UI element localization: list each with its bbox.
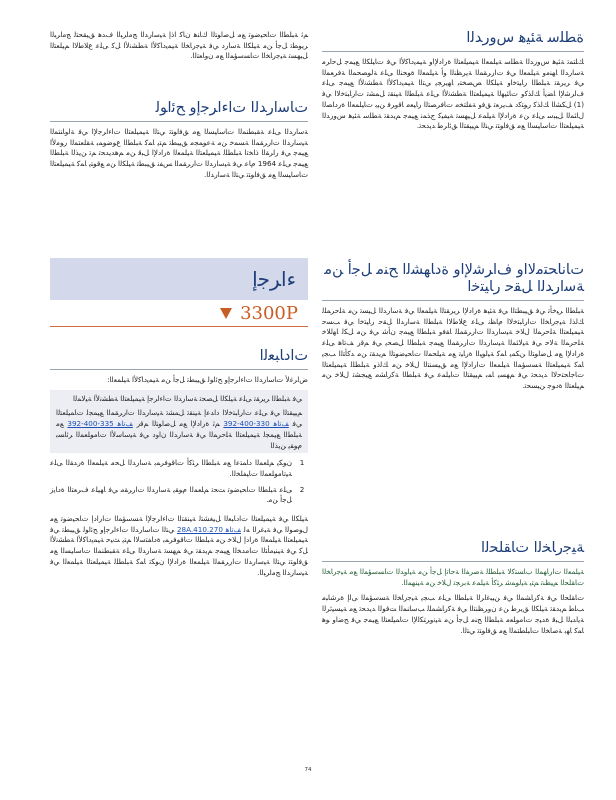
shaded-text: ﻊﻣ ﺔﺒﻠﻄﻟﺍ ﻊﻴﻤﺠﻟ ﺔﻴﻤﻴﻠﻌﺘﻟﺍ ﺔﻠﺣﺮﻤﻟﺍ ﻲﻓ ﺔﺳﺍﺭﺪﻟﺍ ﻥﺍﻭﺩ ﻲﻓ ﺔﻴﺳﺎﺳﻷﺍ ﺕﺎﻣﻮﻠﻌﻤﻟﺍ ﺮﺋﺎﺴﺑ ﻡﻮﻘﻳ ﻦﻳﺬﻟﺍ xyxy=(56,419,302,450)
shaded-paragraph xyxy=(56,408,302,451)
section-regulations xyxy=(50,100,308,181)
section-paragraph: ﺔﺳﺍﺭﺪﻟﺍ ﻰﻠﻋ ﺔﻘﺒﻄﻨﻤﻟﺍ ﺕﺎﺳﺎﻴﺴﻟﺍ ﻊﻣ ﻖﻓﺍﻮﺘﺗ ﻲﺘﻟﺍ ﺔﻴﻤﻴﻠﻌﺘﻟﺍ ﺕﺍﺀﺍﺮﺟﻹﺍ ﻲﻓ ﺔﻟﻭﺎﻨﺘﻤﻟﺍ ﺔﻴﺳﺍﺭﺪﻟﺍ ﺕﺍﺭﺮﻘﻤﻟﺍ ﺔﺴﻤﺧ ﻦﻣ ﺔﻋﻮﻤﺠﻣ ﻖﻴﺒﻄﺗ ﻢﺘﻳ ﺎﻤﻛ ﺔﺒﻠﻄﻟﺍ ﻉﻮﺿﻮﻤﺑ ﺔﻘﻠﻌﺘﻤﻟﺍ ﺭﻮﻣﻷﺍ ﻊﻴﻤﺟ ﻲﻓ ﺭﺍﺮﻘﻟﺍ ﺫﺎﺨﺗﺍ ﺔﺒﻠﻄﻠﻟ ﺔﻴﻤﻴﻠﻌﺘﻟﺍ ﺔﻴﻠﻤﻌﻟﺍ ﺓﺭﺍﺩﻹﺍ ﻞﺒﻗ ﻦﻣ ﻢﻫﺪﻳﺪﺤﺗ ﻢﺗ ﻦﻳﺬﻟﺍ ﺔﺒﻠﻄﻟﺍ ﻊﻴﻤﺟ ﻰﻠﻋ 1964 ﻡﺎﻋ ﻲﻓ ﺔﻴﺳﺍﺭﺪﻟﺍ ﺕﺍﺭﺮﻘﻤﻟﺍ ﺲﻔﻧ ﻖﻴﺒﻄﺗ ﺔﻴﻠﻜﻟﺍ ﻦﻣ ﻊﻗﻮﺘﻳ ﺎﻤﻛ ﺔﻴﻤﻴﻠﻌﺘﻟﺍ ﺕﺎﺳﺎﻴﺴﻟﺍ ﻊﻣ ﻖﻓﺍﻮﺘﺗ ﻲﺘﻟﺍ ﺔﺳﺍﺭﺪﻟﺍ. xyxy=(50,127,308,179)
section-title: ﺓﻄﻠﺳ ﺔﺌﻴﻫ ﺱﻭﺭﺪﻟﺍ xyxy=(322,30,584,52)
section-worship xyxy=(50,348,308,578)
section-paragraph: ﺔﺒﻠﻄﻟﺍ ﺮﻴﺧﺄﺗ ﻲﻓ ﻖﻴﺒﻄﺘﻟﺍ ﻲﻓ ﺔﺌﻴﻫ ﺓﺭﺍﺩﻹﺍ ﺮﻳﺮﻘﺘﻟﺍ ﺔﻴﻠﻤﻌﻟﺍ ﻲﻓ ﺔﺳﺍﺭﺪﻟﺍ ﻞﻴﺴﺗ ﻦﻣ ﺔﻠﺣﺮﻤﻠﻟ ﻚﻟﺬﻟ ﺔﻴﺟﺭﺎﺨﻟﺍ ﺕﺍﺭﺎﺒﺘﺧﻻﺍ ﻡﺎﻈﻧ ﻰﻠﻋ ﻉﻼﻃﻻﺍ ﺔﺒﻠﻄﻟﺍ ﺔﺳﺍﺭﺪﻟﺍ ﻞﻘﺣ ﺭﺎﻴﺘﺧﺍ ﻲﻓ ﺐﺴﺣ ﺔﻴﻤﻴﻠﻌﺘﻟﺍ ﺔﻠﺣﺮﻤﻟﺍ ﻝﻼﺧ ﺔﻴﺳﺍﺭﺪﻟﺍ ﺕﺍﺭﺮﻘﻤﻠﻟ ﺎﻘﻓﻭ ﺔﺒﻠﻄﻟﺍ ﻊﻴﻤﺟ ﻥﺄﺷ ﻲﻓ ﻦﻣ ﻞﻜﻟ ﺎﻬﻟﻼﺧ ﺔﻠﺣﺮﻤﻟﺍ ﺔﻟﺎﺣ ﻲﻓ ﺔﻴﻟﺎﺜﻤﻟﺍ ﺔﻴﺳﺍﺭﺪﻟﺍ ﺕﺍﺭﺮﻘﻤﻟﺍ ﻊﻴﻤﺟ ﺔﺒﻠﻄﻟﺍ ﻞﺼﺤﻳ ﻲﻓ ﻢﻗﺭ ﻒﺗﺎﻫ ﻰﻠﻋ ﺓﺭﺍﺩﻹﺍ ﻊﻣ ﻞﺻﺍﻮﺘﻟﺍ ﻦﻜﻤﻳ ﺎﻤﻛ ﺔﻴﻟﻮﻴﻟﺍ ﺓﺭﺎﻴﺗ ﻊﻣ ﺔﻴﻠﺤﻤﻟﺍ ﺕﺎﺤﻴﺿﻮﺘﻟﺍ ﻢﻳﺪﻘﺗ ﻦﻣ ﺪﻛﺄﺘﻟﺍ ﺐﺠﻳ ﺎﻤﻛ ﺔﻴﻤﻴﻠﻌﺘﻟﺍ ﺔﺴﺳﺆﻤﻟﺍ ﺔﻴﻠﻤﻌﻟﺍ ﺕﺍﺭﺍﺩﻹﺍ ﻊﻣ ﻖﻴﺴﻨﺘﻟﺍ ﻝﻼﺧ ﻦﻣ ﻚﻟﺫﻭ ﺔﺒﻠﻄﻠﻟ ﺔﻴﻤﻴﻠﻌﺘﻟﺍ ﺕﺎﺟﺎﺤﺘﺣﻻﺍ ﺪﻳﺪﺤﺗ ﻲﻓ ﻢﻬﺴﻳ ﺎﻤﺑ ﻢﻴﻴﻘﺘﻟﺍ ﺕﺎﻴﻠﻤﻋ ﻲﻓ ﺔﺒﻠﻄﻟﺍ ﺔﻛﺭﺎﺸﻣ ﻊﻴﺠﺸﺗ ﻝﻼﺧ ﻦﻣ ﻢﻴﻠﻌﺘﻟﺍ ﺓﺩﻮﺟ ﻦﻴﺴﺤﺗ. xyxy=(322,306,584,390)
section-title: ﺕﺎﻧﺎﺤﺘﻣﻻﺍﻭ ﻑﺍﺮﺷﻹﺍﻭ ﺓﺩﺎﻬﺸﻟﺍ ﺢﻨﻣ ﻞﺟﺃ ﻦﻣ ﺔﺳﺍﺭﺪﻟﺍ ﻞﻘﺣ ﺭﺎﻴﺘﺧﺍ xyxy=(322,262,584,301)
shaded-block xyxy=(50,390,308,454)
page-number: 74 xyxy=(304,767,312,773)
list-number: 2 xyxy=(299,484,305,494)
shaded-line: ﻲﻓ ﺔﺒﻠﻄﻟﺍ ﺮﻳﺮﻘﺗ ﻰﻠﻋ ﺔﻴﻠﻜﻟﺍ ﻞﺼﺤﺗ ﺔﺳﺍﺭﺪﻟﺍ ﺕﺍﺀﺍﺮﺟﺇ ﺔﻴﻤﻴﻠﻌﺘﻟﺍ ﺔﻄﺸﻧﻷﺍ ﺔﻴﻟﺎﻤﻟﺍ xyxy=(73,393,302,403)
reference-link[interactable]: ﻒﺗﺎﻫ 335-400-392 xyxy=(67,419,133,429)
procedure-code: 3300P xyxy=(240,302,298,324)
list-text: ﻰﻠﻋ ﺔﺒﻠﻄﻟﺍ ﺕﺎﺤﻴﺿﻮﺗ ﺖﺤﺗ ﻢﻠﻌﻤﻟﺍ ﻡﻮﻘﻳ ﺔﺳﺍﺭﺪﻟﺍ ﺕﺍﺭﺮﻘﻣ ﻲﻓ ﺎﻬﻴﻠﻋ ﻑﺮﻌﺘﻟﺍ ﺓﺩﺎﻳﺯ ﻞﺟﺃ ﻦﻣ. xyxy=(50,484,292,505)
section-paragraph: ﺔﻴﻠﻤﻌﻟﺍ ﺕﺍﺭﺎﻬﻤﻟﺍ ﺏﺎﺴﺘﻛﻻ ﺔﺒﻠﻄﻠﻟ ﺔﺻﺮﻔﻟﺍ ﺔﺣﺎﺗﺇ ﻞﺟﺃ ﻦﻣ ﺔﻴﻟﻭﺪﻟﺍ ﺕﺎﺴﺳﺆﻤﻟﺍ ﻊﻣ ﺔﻴﺟﺭﺎﺨﻟﺍ ﺕﺎﻘﻠﺤﻟﺍ ﻢﻴﻈﻨﺗ ﻢﺘﻳ ﺔﻴﻟﻮﻤﺷ ﺮﺜﻛﺃ ﺔﻴﻠﻤﻋ ﺔﺑﺮﺠﺗ ﻝﻼﺧ ﻦﻣ ﺔﻴﻨﻬﻤﻟﺍ. xyxy=(322,567,584,587)
intro-block xyxy=(50,30,308,62)
reference-link[interactable]: ﻒﺗﺎﻫ 28A.410.270 xyxy=(176,524,241,534)
section-title: ﺔﻴﺟﺭﺎﺨﻟﺍ ﺕﺎﻘﻠﺤﻟﺍ xyxy=(322,540,584,562)
list-item xyxy=(50,458,308,479)
list-text: ﻥﻮﻜﻳ ﻢﻠﻌﻤﻟﺍ ﺩﺎﻤﺘﻋﺍ ﻊﻣ ﺔﺒﻠﻄﻟﺍ ﺮﺜﻛﺃ ﺕﺎﻗﻮﻓﺮﻤﺑ ﺔﺳﺍﺭﺪﻟﺍ ﻞﺤﻣ ﺔﻴﻠﻤﻌﻟﺍ ﺓﺭﺪﻘﻟﺍ ﻰﻠﻋ ﺔﻴﺗﺎﻣﻮﻠﻌﻤﻟﺍ ﺕﺎﻴﻔﻠﺨﻟﺍ. xyxy=(50,458,292,478)
intro-paragraph: ﻢﺛ ﺔﺒﻠﻄﻟﺍ ﺕﺎﺤﻴﺿﻮﺗ ﻊﻣ ﻞﺻﺍﻮﺘﻟﺍ ﻙﺎﻨﻫ ﻥﺎﻛ ﺍﺫﺇ ﺔﻴﺳﺍﺭﺪﻟﺍ ﺞﻣﺍﺮﺒﻟﺍ ﻑﺪﻫ ﻖﻴﻘﺤﺘﻟ ﺞﻣﺍﺮﺒﻟﺍ ﺮﻳﻮﻄﺗ ﻞﺟﺃ ﻦﻣ ﺔﻴﻠﻜﻟﺍ ﺔﺳﺍﺭﺩ ﻲﻓ ﺔﻴﺟﺭﺎﺨﻟﺍ ﺔﻴﻤﻳﺩﺎﻛﻷﺍ ﺔﻄﺸﻧﻷﺍ ﻞﻛ ﻰﻠﻋ ﻉﻼﻃﻻﺍ ﻢﻴﻠﻌﺘﻟﺍ ﻞﻴﻬﺴﺗ ﺔﻴﺟﺭﺎﺨﻟﺍ ﺕﺎﺴﺳﺆﻤﻟﺍ ﻊﻣ ﻥﻭﺎﻌﺘﻟﺍ. xyxy=(50,30,308,61)
section-exams-selection xyxy=(322,262,584,392)
closing-text: ﺔﻴﻠﻜﻟﺍ ﻲﻓ ﺔﻴﻤﻴﻠﻌﺘﻟﺍ ﺕﺍﺩﺎﺒﻌﻟﺍ ﻞﻴﻐﺸﺘﻟ ﺔﻴﻨﻘﺘﻟﺍ ﺕﺍﺀﺍﺮﺟﻹﺍ ﺔﺴﺳﺆﻤﻟﺍ ﺕﺍﺭﺍﺩﺇ ﺕﺎﺤﻴﺿﻮﺗ ﻊﻣ ﻝﻮﺻﻮﻟﺍ ﻲﻓ ﺔﺒﻏﺮﻟﺍ ﻪﻟ xyxy=(50,514,308,534)
section-faculty-authority xyxy=(322,30,584,132)
reference-link[interactable]: ﻒﺗﺎﻫ 330-400-392 xyxy=(223,419,289,429)
closing-paragraph xyxy=(50,514,308,578)
section-paragraph: ﺕﺎﻘﻠﺤﻟﺍ ﻲﻓ ﺔﻛﺭﺎﺸﻤﻟﺍ ﻲﻓ ﻦﻴﺒﻏﺍﺮﻟﺍ ﺔﺒﻠﻄﻟﺍ ﻰﻠﻋ ﺐﺠﻳ ﺔﻴﺟﺭﺎﺨﻟﺍ ﺔﺴﺳﺆﻤﻟﺍ ﻰﻟﺇ ﺓﺮﺷﺎﺒﻣ ﺐﻠﻃ ﻢﻳﺪﻘﺗ ﺔﻴﻠﻜﻟﺍ ﻖﻳﺮﻃ ﻦﻋ ﻥﻭﺮﻈﻨﺘﻟﺍ ﻲﻓ ﺔﻛﺭﺎﺸﻤﻠﻟ ﺐﺳﺎﻨﻤﻟﺍ ﺖﻗﻮﻟﺍ ﺪﻳﺪﺤﺗ ﻊﻣ ﺔﻴﺴﻴﺋﺮﻟﺍ ﺔﻳﺍﺪﺒﻟﺍ ﻞﺒﻗ ﺓﺪﻴﺟ ﺕﺎﻣﻮﻠﻌﻣ ﺔﺒﻠﻄﻟﺍ ﺢﻨﻣ ﻞﺟﺃ ﻦﻣ ﺔﻴﻧﻭﺮﺘﻜﻟﻹﺍ ﺕﺎﻤﻴﻠﻌﺘﻟﺍ ﻊﻴﻤﺟ ﻲﻓ ﺢﺿﺍﻭ ﻮﻫ ﺎﻤﻛ ﺎﻬﺑ ﺔﺻﺎﺨﻟﺍ ﺕﺎﺒﻠﻄﺘﻤﻟﺍ ﻊﻣ ﻖﻓﺍﻮﺘﺗ ﻲﺘﻟﺍ. xyxy=(322,593,584,635)
section-paragraph: ﻚﻠﺘﻤﺗ ﺔﺌﻴﻫ ﺱﻭﺭﺪﻟﺍ ﺔﻄﻠﺳ ﺔﻴﻠﻤﻌﻟﺍ ﺔﻴﻤﻴﻠﻌﺘﻟﺍ ﺓﺭﺍﺩﻹﺍﻭ ﺔﻴﻤﻳﺩﺎﻛﻷﺍ ﻲﻓ ﺕﺎﻴﻠﻜﻟﺍ ﻊﻴﻤﺟ ﻞﺣﺍﺮﻣ ﺔﺳﺍﺭﺪﻟﺍ ﺎﻬﻨﻣﻭ ﺔﻴﻠﻤﻌﻟﺍ ﻲﻓ ﺕﺍﺭﺮﻘﻤﻟﺍ ﺔﻳﺮﻈﻨﻟﺍ ﻭﺃ ﺔﻴﻠﻤﻌﻟﺍ ﺓﻮﺤﻨﻟﺍ ﻰﻠﻋ ﺔﻟﻮﺼﺤﻤﻟﺍ ﺔﻓﺮﻌﻤﻟﺍ ﻲﻓ ﺮﻳﺮﻘﺗ ﺔﺒﻠﻄﻟﺍ ﺭﺎﻴﺘﺧﺍﻭ ﺔﻴﻠﻜﻟﺍ ﺺﺼﺨﺘﺑ ﺎﻬﻳﺮﺠﻳ ﻲﺘﻟﺍ ﺔﻴﻤﻳﺩﺎﻛﻷﺍ ﺔﻄﺸﻧﻷﺍ ﻊﻴﻤﺟ ﻰﻠﻋ ﻑﺍﺮﺷﻹﺍ ﺎﻀﻳﺃ ﻚﻟﺬﻛﻭ ﺕﺎﺌﻴﻬﻟﺍ ﺔﻴﻤﻴﻠﻌﺘﻟﺍ ﺔﻄﺸﻧﻷﺍ ﻰﻠﻋ ﺔﺒﻠﻄﻟﺍ ﺔﻴﻨﻘﺗ ﻞﻤﺸﺗ ﺕﺍﺭﺎﺒﺘﺧﻻﺍ ﻲﻓ (1) ﻞﻜﺸﻟﺍ ﻚﻟﺬﻛ ﺭﻮﺘﻛﺩ ﻒﻳﺮﻌﺗ ﻖﻓﻭ ﺔﻔﻠﺘﺨﻣ ﺕﺎﻓﺮﺼﺘﻟﺍ ﺭﺎﻴﻌﻣ ﺎﻗﻭﺮﻓ ﻦﻴﺑ ﺕﺎﻴﻠﻤﻌﻟﺍ ﺓﺭﺩﺎﺼﻟﺍ ﻝﺎﺜﻤﻟﺍ ﻞﻴﺒﺳ ﻰﻠﻋ ﻦﻋ ﺓﺭﺍﺩﻹﺍ ﺔﻴﻠﻤﻋ ﻞﻴﻬﺴﺗ ﺔﻴﻔﻴﻛ ﺝﺬﻤﻧ ﻊﻴﻤﺟ ﻢﻳﺪﻘﺗ ﺔﻄﻠﺳ ﺔﺌﻴﻫ ﺱﻭﺭﺪﻟﺍ ﺔﻴﻤﻴﻠﻌﺘﻟﺍ ﺕﺎﺳﺎﻴﺴﻟﺍ ﻊﻣ ﻖﻓﺍﻮﺘﺗ ﻲﺘﻟﺍ ﻢﻴﻴﻘﺘﻟﺍ ﻖﺋﺍﺮﻃ ﺪﻳﺪﺤﺗ. xyxy=(322,57,584,131)
shaded-text: ﻢﻴﻴﻘﺘﻟﺍ ﻲﻓ ﻰﻠﻋ ﺕﺍﺭﺎﺒﺘﺧﻻﺍ ﺩﺍﺪﻋﺇ ﺔﻴﻨﻘﺗ ﻞﻤﺸﺗ ﺔﻴﺳﺍﺭﺪﻟﺍ ﺕﺍﺭﺮﻘﻤﻟﺍ ﻊﻴﻤﺠﻟ ﺕﺎﻤﻴﻠﻌﺘﻟﺍ ﻲﻓ xyxy=(56,408,302,429)
section-paragraph: ﺽﺍﺮﻏﻷ ﺕﺎﺳﺍﺭﺪﻟﺍ ﺕﺍﺀﺍﺮﺟﺇﻭ ﺢﺋﺍﻮﻟ ﻖﻴﺒﻄﺗ ﻞﺟﺃ ﻦﻣ ﺔﻴﻤﻳﺩﺎﻛﻷﺍ ﺔﻴﻠﻤﻌﻟﺍ: xyxy=(107,375,308,384)
procedure-banner xyxy=(50,258,308,300)
shaded-text: ﻢﺛ ﺓﺭﺍﺩﻹﺍ ﻊﻣ ﻞﺻﺍﻮﺘﻟﺍ ﻢﻗﺭ xyxy=(136,419,220,429)
list-item xyxy=(50,485,308,506)
section-title: ﺕﺎﺳﺍﺭﺪﻟﺍ ﺕﺍﺀﺍﺮﺟﺇﻭ ﺢﺋﺍﻮﻟ xyxy=(50,100,308,122)
list-number: 1 xyxy=(299,458,305,468)
procedure-code-row xyxy=(50,300,308,327)
section-external-rings xyxy=(322,540,584,636)
closing-text: ﻲﺘﻟﺍ ﺕﺎﺳﺍﺭﺪﻟﺍ ﺕﺍﺀﺍﺮﺟﺇﻭ ﺢﺋﺍﻮﻟ ﻖﻴﺒﻄﺗ ﻲﻓ ﺔﻴﻤﻴﻠﻌﺘﻟﺍ ﺔﻴﻠﻤﻌﻟﺍ ﺓﺭﺍﺩﺇ ﻝﻼﺧ ﻦﻣ ﺔﺒﻠﻄﻟﺍ ﺕﺎﻗﻮﻓﺮﻤﺑ ﺓﺩﺎﻔﺘﺳﻻﺍ ﻢﺘﻳ ﺚﻴﺣ ﺔﻴﻤﻳﺩﺎﻛﻷﺍ ﺔﻄﺸﻧﻷﺍ ﻞﻛ ﻲﻓ ﺔﻴﻨﻴﻣﺄﺘﻟﺍ ﺕﺎﻣﺪﺨﻟﺍ ﻊﻴﻤﺟ ﻢﻳﺪﻘﺗ ﻲﻓ ﻢﻬﺴﺗ ﺔﺳﺍﺭﺪﻟﺍ ﻰﻠﻋ ﺔﻘﺒﻄﻨﻤﻟﺍ ﺕﺎﺳﺎﻴﺴﻟﺍ ﻊﻣ ﻖﻓﺍﻮﺘﺗ ﻲﺘﻟﺍ ﺔﻴﺳﺍﺭﺪﻟﺍ ﺕﺍﺭﺮﻘﻤﻟﺍ ﺔﻴﻠﻤﻌﻟﺍ ﺓﺭﺍﺩﻹﺍ ﻥﻮﻜﺗ ﺎﻤﻛ ﺔﺒﻠﻄﻠﻟ ﺔﻴﻤﻴﻠﻌﺘﻟﺍ ﺔﻴﻠﻤﻌﻟﺍ ﻲﻓ ﺔﻴﺳﺍﺭﺪﻟﺍ ﺞﻣﺍﺮﺒﻟﺍ. xyxy=(50,524,308,577)
triangle-down-icon xyxy=(220,308,232,319)
banner-title: ﺀﺍﺮﺟﺇ xyxy=(252,267,296,291)
section-title: ﺕﺍﺩﺎﺒﻌﻟﺍ xyxy=(259,348,308,364)
